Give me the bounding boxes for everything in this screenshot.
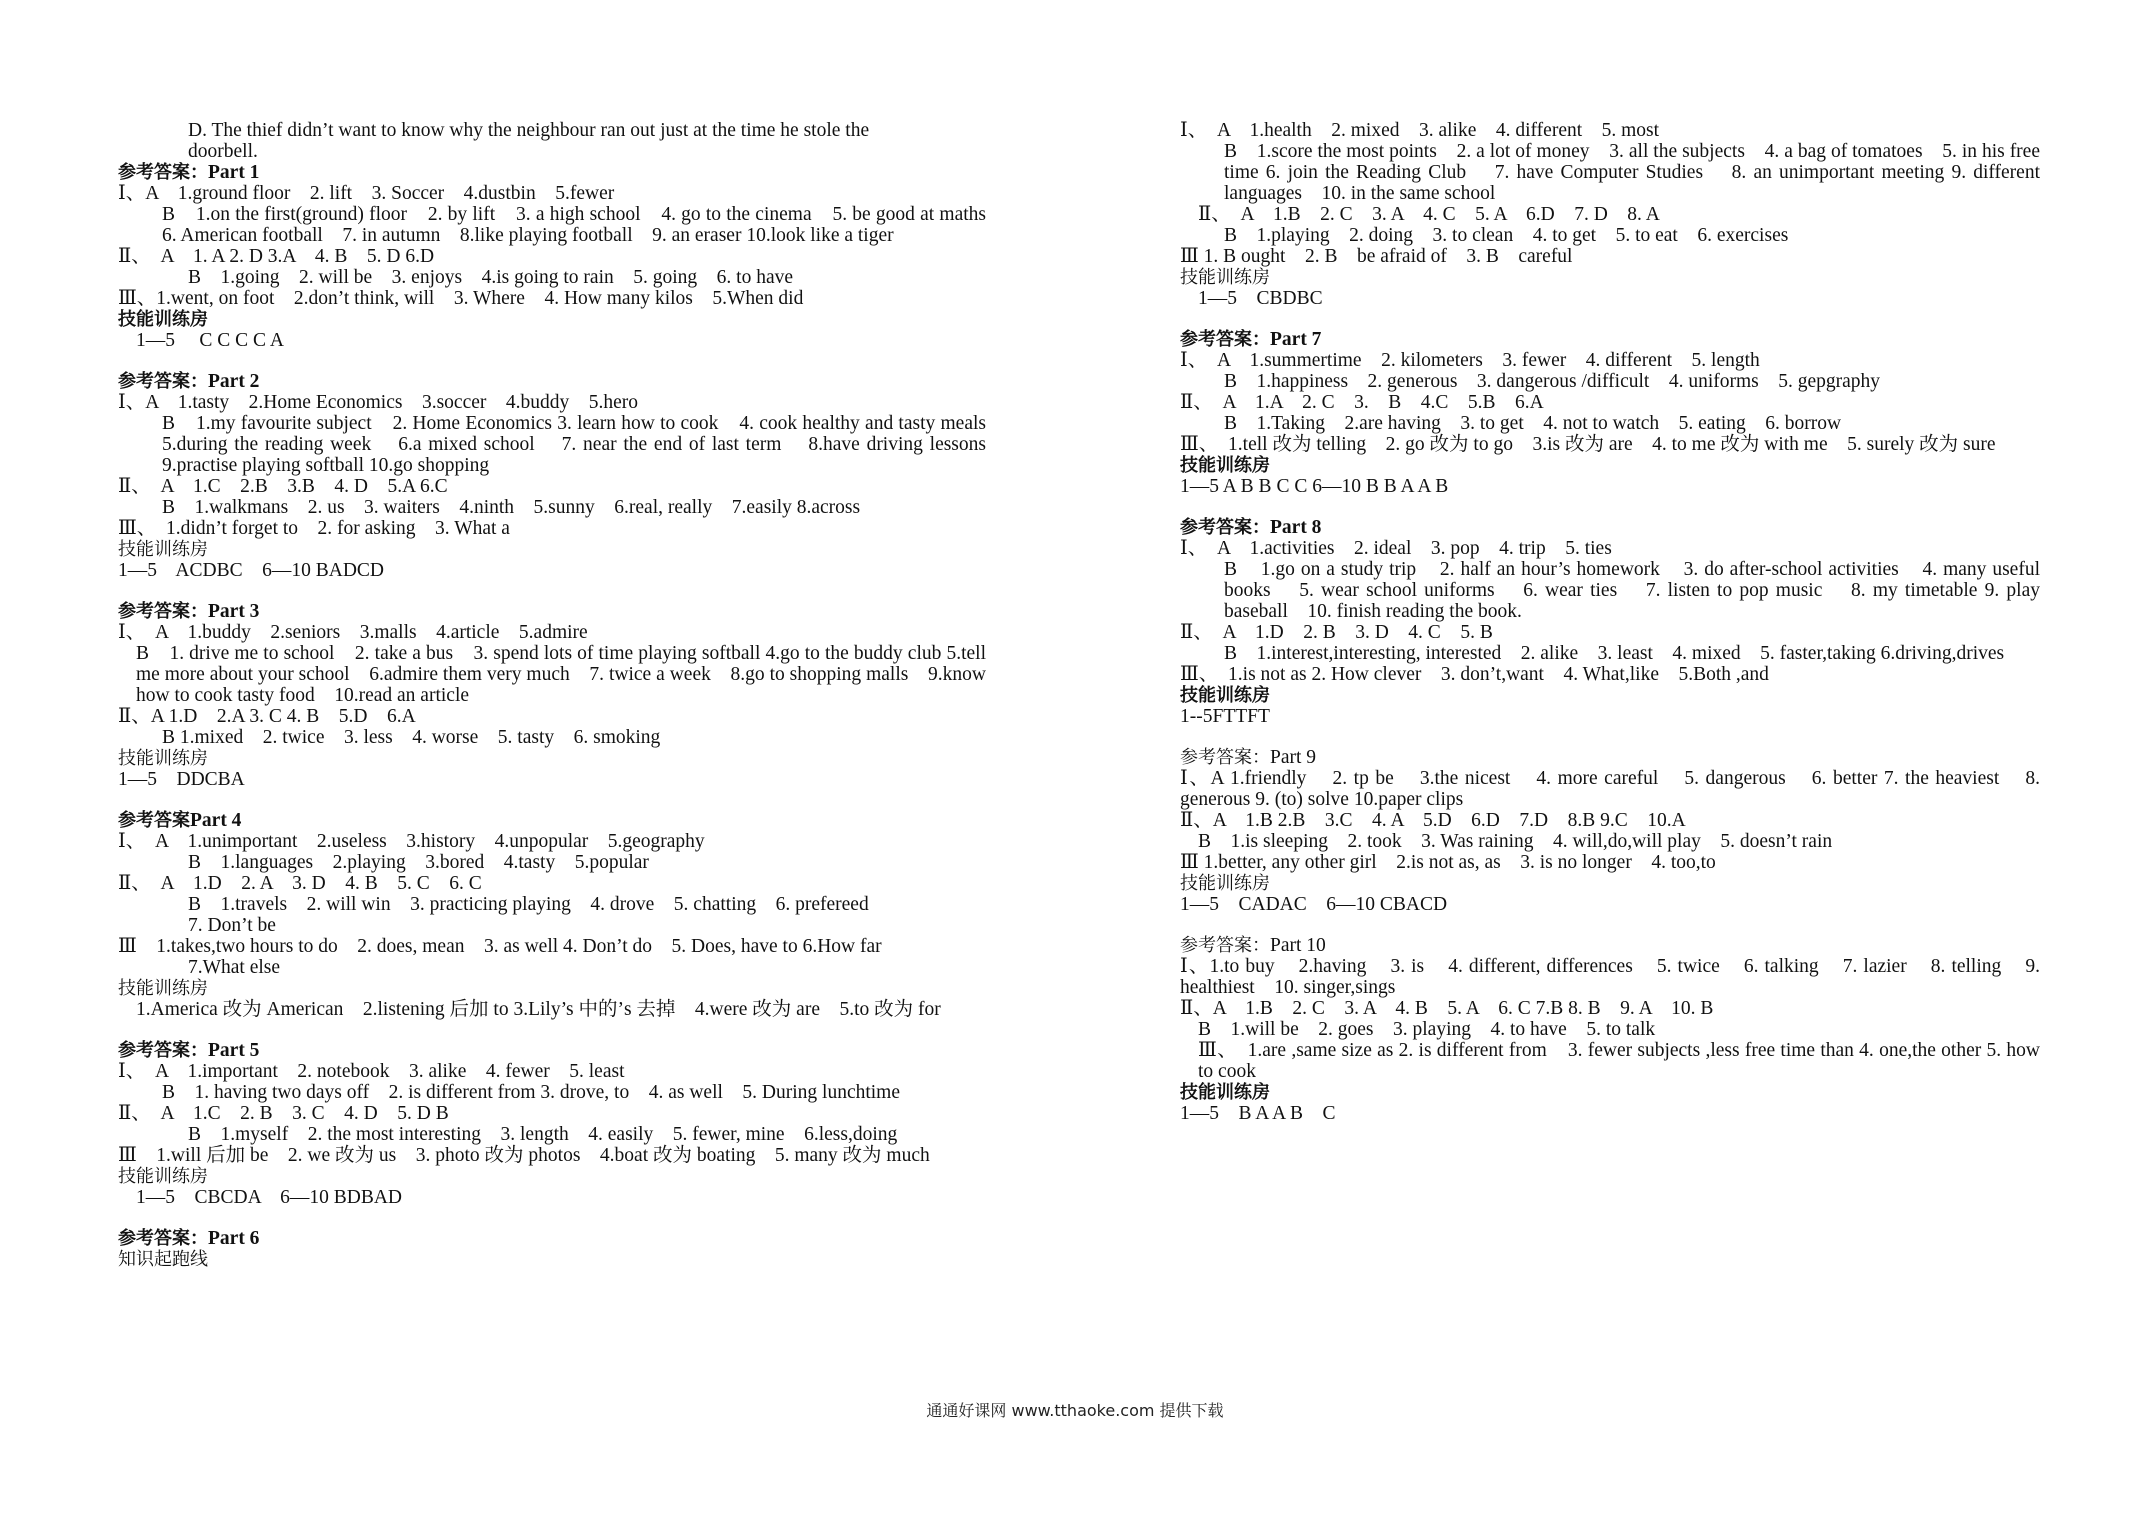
subsection-label <box>118 978 986 999</box>
part-number: Part 4 <box>190 810 242 831</box>
answer-line: B 1.mixed 2. twice 3. less 4. worse 5. tasty 6. smoking <box>162 727 661 748</box>
answer-line: 1--5FTTFT <box>1180 706 1270 727</box>
section-label: 技能训练房 <box>1180 455 1270 476</box>
section-label: 技能训练房 <box>118 978 208 999</box>
answer-section-heading <box>1180 747 2040 768</box>
answer-line: doorbell. <box>188 141 258 162</box>
answer-line: Ⅰ、 A 1.health 2. mixed 3. alike 4. different 5. most <box>1180 120 1660 141</box>
subsection-label <box>118 748 986 769</box>
answer-line: Ⅲ、1.went, on foot 2.don’t think, will 3. Where 4. How many kilos 5.When did <box>118 288 804 309</box>
answer-section-heading <box>118 162 986 183</box>
part-number: Part 9 <box>1270 747 1317 768</box>
answer-section-heading <box>1180 329 2040 350</box>
answer-line: Ⅲ、 1.are ,same size as 2. is different from 3. fewer subjects ,less free time than 4. one,the other 5. how to cook <box>1198 1040 2045 1082</box>
answer-line: B 1. drive me to school 2. take a bus 3. spend lots of time playing softball 4.go to the buddy club 5.tell me more about your school 6.admire them very much 7. twice a week 8.go to shopping malls 9.know how to cook tasty food 10.read an article <box>136 643 991 706</box>
answer-line: Ⅰ、 A 1.important 2. notebook 3. alike 4. fewer 5. least <box>118 1061 625 1082</box>
section-label: 参考答案： <box>1180 329 1270 350</box>
answer-line: Ⅲ、 1.is not as 2. How clever 3. don’t,want 4. What,like 5.Both ,and <box>1180 664 1769 685</box>
answer-line: D. The thief didn’t want to know why the neighbour ran out just at the time he stole the <box>188 120 870 141</box>
section-gap <box>118 1020 986 1040</box>
answer-section-heading <box>118 810 986 831</box>
answer-section-heading <box>118 1040 986 1061</box>
answer-line: Ⅲ 1. B ought 2. B be afraid of 3. B careful <box>1180 246 1573 267</box>
answer-line: Ⅲ 1.better, any other girl 2.is not as, as 3. is no longer 4. too,to <box>1180 852 1716 873</box>
part-number: Part 6 <box>208 1228 260 1249</box>
answer-section-heading <box>118 371 986 392</box>
answer-line: Ⅲ、 1.tell 改为 telling 2. go 改为 to go 3.is 改为 are 4. to me 改为 with me 5. surely 改为 sure <box>1180 434 1996 455</box>
answer-line: B 1.happiness 2. generous 3. dangerous /difficult 4. uniforms 5. gepgraphy <box>1224 371 1881 392</box>
section-label: 技能训练房 <box>118 748 208 769</box>
answer-line: Ⅰ、1.to buy 2.having 3. is 4. different, differences 5. twice 6. talking 7. lazier 8. telling 9. healthiest 10. singer,sings <box>1180 956 2045 998</box>
section-gap <box>118 351 986 371</box>
answer-line: Ⅰ、 A 1.buddy 2.seniors 3.malls 4.article 5.admire <box>118 622 588 643</box>
answer-section-heading <box>118 601 986 622</box>
section-label: 参考答案： <box>118 371 208 392</box>
section-gap <box>118 790 986 810</box>
section-gap <box>118 1208 986 1228</box>
answer-line: 1—5 A B B C C 6—10 B B A A B <box>1180 476 1449 497</box>
answer-line: 1—5 CBDBC <box>1198 288 1323 309</box>
answer-line: B 1.is sleeping 2. took 3. Was raining 4. will,do,will play 5. doesn’t rain <box>1198 831 1833 852</box>
section-label: 技能训练房 <box>1180 267 1270 288</box>
answer-line: 7.What else <box>188 957 281 978</box>
answer-line: B 1.on the first(ground) floor 2. by lift 3. a high school 4. go to the cinema 5. be good at maths 6. American football 7. in autumn 8.like playing football 9. an eraser 10.look like a tiger <box>162 204 1006 246</box>
answer-line: Ⅲ 1.will 后加 be 2. we 改为 us 3. photo 改为 photos 4.boat 改为 boating 5. many 改为 much <box>118 1145 930 1166</box>
answer-line: Ⅲ 1.takes,two hours to do 2. does, mean 3. as well 4. Don’t do 5. Does, have to 6.How far <box>118 936 882 957</box>
part-number: Part 5 <box>208 1040 260 1061</box>
answer-line: B 1.score the most points 2. a lot of money 3. all the subjects 4. a bag of tomatoes 5. in his free time 6. join the Reading Club 7. have Computer Studies 8. an unimportant meeting 9. different languages 10. in the same school <box>1224 141 2045 204</box>
section-label: 参考答案： <box>118 601 208 622</box>
answer-line: Ⅱ、 A 1.B 2. C 3. A 4. C 5. A 6.D 7. D 8. A <box>1198 204 1660 225</box>
answer-line: B 1.my favourite subject 2. Home Economics 3. learn how to cook 4. cook healthy and tasty meals 5.during the reading week 6.a mixed school 7. near the end of last term 8.have driving lessons 9.practise playing softball 10.go shopping <box>162 413 1006 476</box>
answer-line: Ⅰ、 A 1.summertime 2. kilometers 3. fewer 4. different 5. length <box>1180 350 1760 371</box>
answer-line: Ⅰ、A 1.friendly 2. tp be 3.the nicest 4. more careful 5. dangerous 6. better 7. the heaviest 8. generous 9. (to) solve 10.paper clips <box>1180 768 2045 810</box>
answer-line: Ⅱ、A 1.B 2. C 3. A 4. B 5. A 6. C 7.B 8. B 9. A 10. B <box>1180 998 1714 1019</box>
answer-line: Ⅲ、 1.didn’t forget to 2. for asking 3. What a <box>118 518 510 539</box>
answer-line: Ⅱ、 A 1.D 2. A 3. D 4. B 5. C 6. C <box>118 873 482 894</box>
answer-line: 1—5 ACDBC 6—10 BADCD <box>118 560 384 581</box>
subsection-label <box>1180 873 2040 894</box>
answer-line: B 1.playing 2. doing 3. to clean 4. to get 5. to eat 6. exercises <box>1224 225 1789 246</box>
answer-line: Ⅱ、 A 1.D 2. B 3. D 4. C 5. B <box>1180 622 1493 643</box>
section-gap <box>1180 497 2040 517</box>
answer-line: B 1.go on a study trip 2. half an hour’s homework 3. do after-school activities 4. many useful books 5. wear school uniforms 6. wear ties 7. listen to pop music 8. my timetable 9. play baseball 10. finish reading the book. <box>1224 559 2045 622</box>
section-label: 参考答案： <box>1180 935 1270 956</box>
section-gap <box>118 581 986 601</box>
answer-line: Ⅱ、 A 1.A 2. C 3. B 4.C 5.B 6.A <box>1180 392 1544 413</box>
part-number: Part 7 <box>1270 329 1322 350</box>
answer-line: 1—5 CBCDA 6—10 BDBAD <box>136 1187 402 1208</box>
answer-line: Ⅱ、 A 1.C 2.B 3.B 4. D 5.A 6.C <box>118 476 448 497</box>
answer-line: Ⅰ、 A 1.unimportant 2.useless 3.history 4.unpopular 5.geography <box>118 831 705 852</box>
section-label: 技能训练房 <box>118 1166 208 1187</box>
section-label: 参考答案 <box>118 810 190 831</box>
section-label: 技能训练房 <box>1180 1082 1270 1103</box>
section-label: 技能训练房 <box>1180 873 1270 894</box>
right-answer-column <box>1180 120 2045 1124</box>
answer-line: B 1.Taking 2.are having 3. to get 4. not to watch 5. eating 6. borrow <box>1224 413 1842 434</box>
footer-download-note: 通通好课网 www.tthaoke.com 提供下载 <box>926 1401 1224 1420</box>
section-gap <box>1180 727 2040 747</box>
answer-line: Ⅱ、A 1.B 2.B 3.C 4. A 5.D 6.D 7.D 8.B 9.C 10.A <box>1180 810 1686 831</box>
subsection-label <box>1180 685 2040 706</box>
part-number: Part 1 <box>208 162 260 183</box>
answer-line: B 1.walkmans 2. us 3. waiters 4.ninth 5.sunny 6.real, really 7.easily 8.across <box>162 497 861 518</box>
subsection-label <box>1180 455 2040 476</box>
subsection-label <box>118 309 986 330</box>
part-number: Part 10 <box>1270 935 1326 956</box>
part-number: Part 8 <box>1270 517 1322 538</box>
answer-line: B 1.going 2. will be 3. enjoys 4.is going to rain 5. going 6. to have <box>188 267 794 288</box>
answer-line: B 1.will be 2. goes 3. playing 4. to have 5. to talk <box>1198 1019 1656 1040</box>
answer-line: 1.America 改为 American 2.listening 后加 to 3.Lily’s 中的’s 去掉 4.were 改为 are 5.to 改为 for <box>136 999 941 1020</box>
answer-line: 1—5 CADAC 6—10 CBACD <box>1180 894 1448 915</box>
section-label: 参考答案： <box>118 1228 208 1249</box>
answer-line: Ⅱ、A 1.D 2.A 3. C 4. B 5.D 6.A <box>118 706 416 727</box>
answer-line: Ⅰ、 A 1.activities 2. ideal 3. pop 4. trip 5. ties <box>1180 538 1612 559</box>
answer-line: 1—5 DDCBA <box>118 769 245 790</box>
section-label: 知识起跑线 <box>118 1249 208 1270</box>
answer-line: Ⅰ、A 1.ground floor 2. lift 3. Soccer 4.dustbin 5.fewer <box>118 183 615 204</box>
answer-line: 1—5 C C C C A <box>136 330 284 351</box>
answer-section-heading <box>118 1228 986 1249</box>
section-gap <box>1180 915 2040 935</box>
section-label: 参考答案： <box>1180 747 1270 768</box>
part-number: Part 3 <box>208 601 260 622</box>
subsection-label <box>118 1249 986 1270</box>
answer-line: Ⅱ、 A 1.C 2. B 3. C 4. D 5. D B <box>118 1103 449 1124</box>
subsection-label <box>118 1166 986 1187</box>
section-label: 技能训练房 <box>118 309 208 330</box>
answer-line: Ⅰ、A 1.tasty 2.Home Economics 3.soccer 4.buddy 5.hero <box>118 392 639 413</box>
section-label: 参考答案： <box>1180 517 1270 538</box>
answer-line: B 1.myself 2. the most interesting 3. length 4. easily 5. fewer, mine 6.less,doing <box>188 1124 898 1145</box>
answer-line: Ⅱ、 A 1. A 2. D 3.A 4. B 5. D 6.D <box>118 246 435 267</box>
section-label: 参考答案： <box>118 1040 208 1061</box>
answer-line: B 1.interest,interesting, interested 2. alike 3. least 4. mixed 5. faster,taking 6.driving,drives <box>1224 643 2005 664</box>
answer-line: 7. Don’t be <box>188 915 276 936</box>
left-answer-column <box>118 120 1006 1270</box>
answer-line: B 1.travels 2. will win 3. practicing playing 4. drove 5. chatting 6. prefereed <box>188 894 869 915</box>
answer-section-heading <box>1180 935 2040 956</box>
section-label: 技能训练房 <box>1180 685 1270 706</box>
answer-section-heading <box>1180 517 2040 538</box>
section-label: 参考答案： <box>118 162 208 183</box>
answer-line: B 1. having two days off 2. is different from 3. drove, to 4. as well 5. During lunchtime <box>162 1082 901 1103</box>
subsection-label <box>118 539 986 560</box>
answer-line: 1—5 B A A B C <box>1180 1103 1336 1124</box>
section-gap <box>1180 309 2040 329</box>
part-number: Part 2 <box>208 371 260 392</box>
subsection-label <box>1180 267 2040 288</box>
subsection-label <box>1180 1082 2040 1103</box>
answer-line: B 1.languages 2.playing 3.bored 4.tasty 5.popular <box>188 852 649 873</box>
section-label: 技能训练房 <box>118 539 208 560</box>
